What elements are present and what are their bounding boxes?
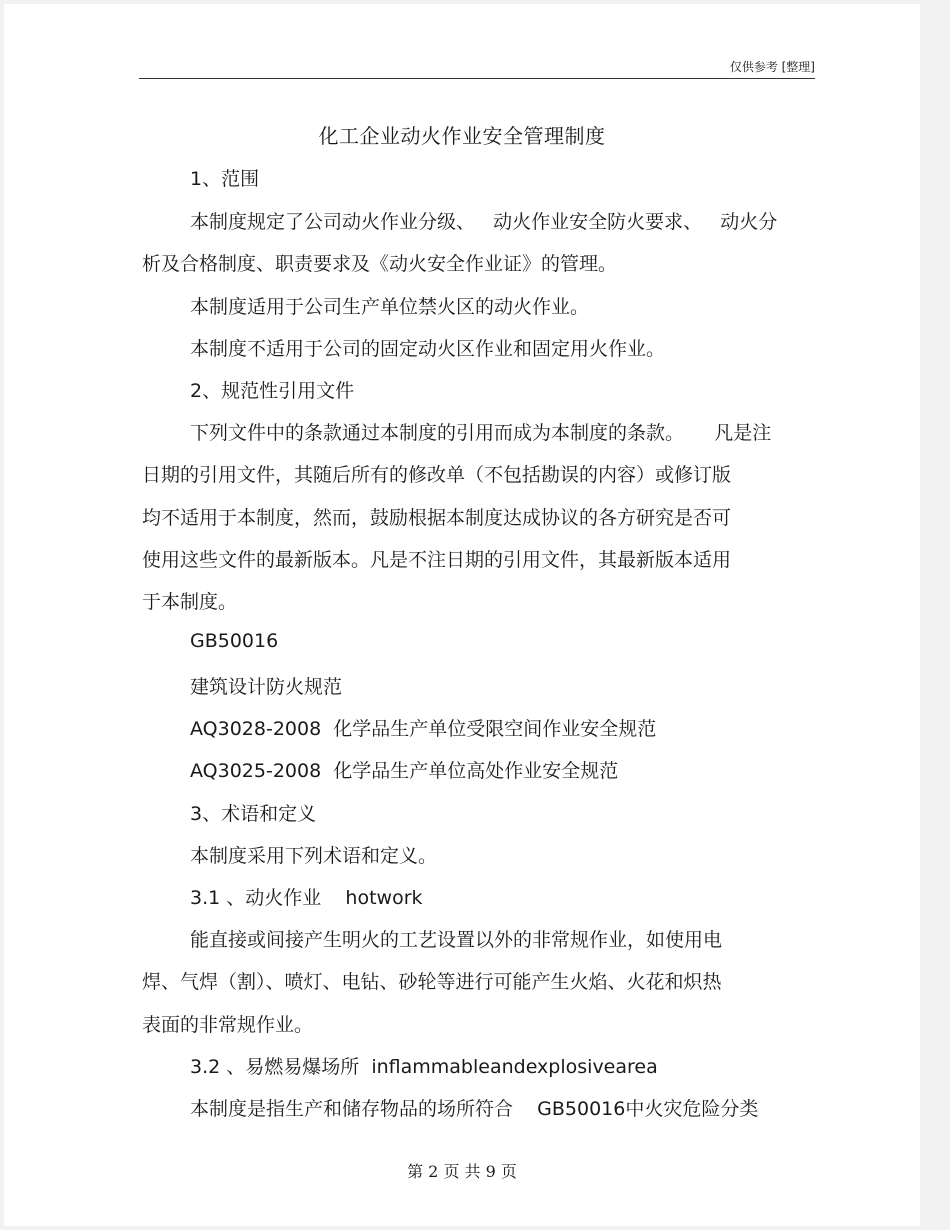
document-page xyxy=(4,4,920,1226)
section-heading: 2、规范性引用文件 xyxy=(190,380,355,402)
reference-item: AQ3025-2008 化学品生产单位高处作业安全规范 xyxy=(190,760,619,782)
paragraph-line: 表面的非常规作业。 xyxy=(142,1014,314,1036)
paragraph-line: 本制度规定了公司动火作业分级、 动火作业安全防火要求、 动火分 xyxy=(190,211,778,233)
paragraph-line: 本制度不适用于公司的固定动火区作业和固定用火作业。 xyxy=(190,338,666,360)
paragraph-line: 于本制度。 xyxy=(142,591,238,613)
document-title: 化工企业动火作业安全管理制度 xyxy=(318,124,606,148)
paragraph-line: 本制度适用于公司生产单位禁火区的动火作业。 xyxy=(190,296,590,318)
page-footer: 第 2 页 共 9 页 xyxy=(407,1162,517,1181)
paragraph-line: 均不适用于本制度，然而，鼓励根据本制度达成协议的各方研究是否可 xyxy=(142,507,732,529)
paragraph-line: 使用这些文件的最新版本。凡是不注日期的引用文件，其最新版本适用 xyxy=(142,549,732,571)
subsection-heading: 3.2 、易燃易爆场所 inflammableandexplosivearea xyxy=(190,1056,658,1078)
reference-title: 建筑设计防火规范 xyxy=(190,676,343,698)
paragraph-line: 能直接或间接产生明火的工艺设置以外的非常规作业，如使用电 xyxy=(190,929,723,951)
reference-item: AQ3028-2008 化学品生产单位受限空间作业安全规范 xyxy=(190,718,657,740)
reference-code: GB50016 xyxy=(190,630,279,652)
paragraph-line: 本制度是指生产和储存物品的场所符合 GB50016中火灾危险分类 xyxy=(190,1098,759,1120)
page-header: 仅供参考 [整理] xyxy=(729,60,815,74)
section-heading: 1、范围 xyxy=(190,168,260,190)
section-heading: 3、术语和定义 xyxy=(190,803,317,825)
subsection-heading: 3.1 、动火作业 hotwork xyxy=(190,887,423,909)
paragraph-line: 下列文件中的条款通过本制度的引用而成为本制度的条款。 凡是注 xyxy=(190,422,772,444)
header-divider xyxy=(139,78,815,79)
paragraph-line: 日期的引用文件，其随后所有的修改单（不包括勘误的内容）或修订版 xyxy=(142,464,732,486)
paragraph-line: 本制度采用下列术语和定义。 xyxy=(190,845,438,867)
paragraph-line: 析及合格制度、职责要求及《动火安全作业证》的管理。 xyxy=(142,253,618,275)
paragraph-line: 焊、气焊（割）、喷灯、电钻、砂轮等进行可能产生火焰、火花和炽热 xyxy=(142,971,722,993)
